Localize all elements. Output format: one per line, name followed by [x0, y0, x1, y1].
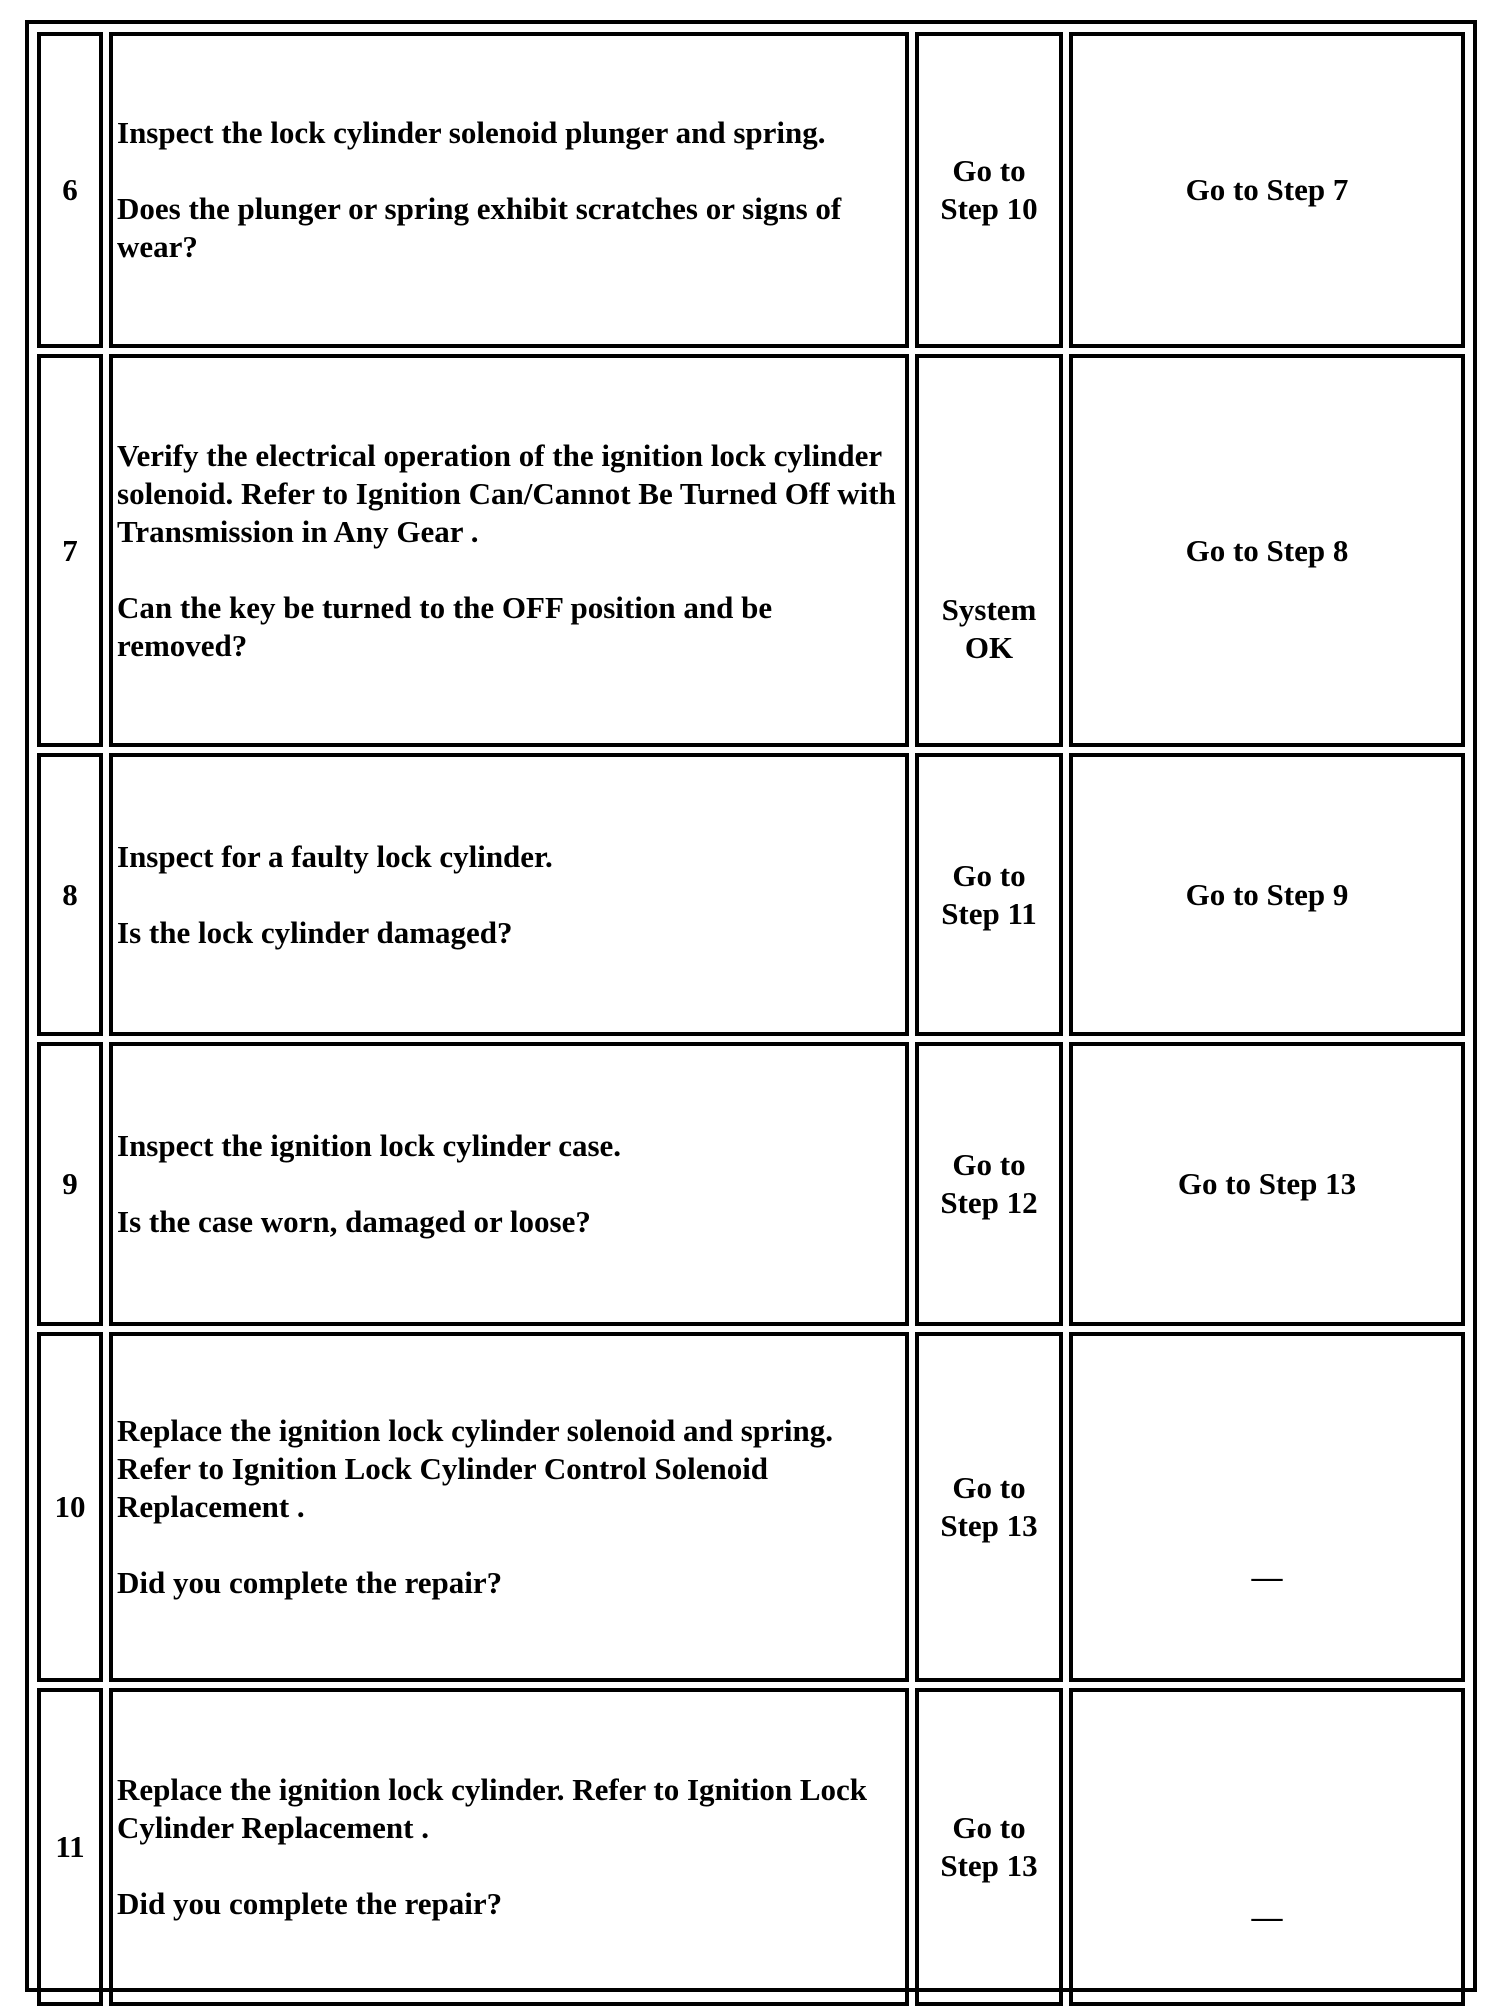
- no-result-cell: Go to Step 8: [1069, 354, 1465, 747]
- action-question: Is the lock cylinder damaged?: [117, 914, 513, 950]
- yes-result-line1: Go to: [952, 153, 1026, 188]
- action-cell: [109, 1688, 909, 2006]
- yes-result-line2: Step 13: [940, 1848, 1038, 1883]
- no-result-cell: [1069, 1688, 1465, 2006]
- diagnostic-table: [31, 26, 1471, 2012]
- yes-result-cell: [915, 1042, 1063, 1326]
- action-question: Does the plunger or spring exhibit scratches or signs of wear?: [117, 191, 842, 264]
- yes-result-cell: [915, 1688, 1063, 2006]
- yes-result-line1: Go to: [952, 1147, 1026, 1182]
- no-result-dash: —: [1251, 1559, 1283, 1594]
- no-result-dash: —: [1251, 1899, 1283, 1934]
- step-number: 7: [37, 354, 103, 747]
- action-question: Did you complete the repair?: [117, 1886, 503, 1921]
- action-cell: [109, 32, 909, 348]
- action-instruction: Replace the ignition lock cylinder solenoid and spring. Refer to Ignition Lock Cylinder Control Solenoid Replacement .: [117, 1413, 833, 1524]
- action-cell: [109, 1042, 909, 1326]
- action-cell: [109, 354, 909, 747]
- yes-result-line2: OK: [964, 630, 1014, 665]
- step-number: 9: [37, 1042, 103, 1326]
- action-question: Is the case worn, damaged or loose?: [117, 1204, 591, 1239]
- action-question: Did you complete the repair?: [117, 1565, 503, 1600]
- action-instruction: Verify the electrical operation of the ignition lock cylinder solenoid. Refer to Ignition Can/Cannot Be Turned Off with Transmission in Any Gear .: [117, 437, 896, 549]
- yes-result-line1: Go to: [952, 1470, 1026, 1505]
- step-number: 6: [37, 32, 103, 348]
- no-result-cell: Go to Step 7: [1069, 32, 1465, 348]
- action-cell: [109, 753, 909, 1036]
- action-question: Can the key be turned to the OFF position and be removed?: [117, 589, 773, 663]
- yes-result-line1: Go to: [952, 857, 1026, 893]
- action-instruction: Inspect for a faulty lock cylinder.: [117, 838, 553, 874]
- no-result-cell: [1069, 1332, 1465, 1682]
- yes-result-cell: [915, 1332, 1063, 1682]
- action-instruction: Inspect the ignition lock cylinder case.: [117, 1128, 622, 1163]
- no-result-cell: Go to Step 13: [1069, 1042, 1465, 1326]
- step-number: 11: [37, 1688, 103, 2006]
- table-row: [37, 354, 1465, 747]
- table-row: [37, 1332, 1465, 1682]
- yes-result-cell: [915, 354, 1063, 747]
- action-instruction: Inspect the lock cylinder solenoid plunger and spring.: [117, 115, 826, 150]
- table-row: [37, 32, 1465, 348]
- diagnostic-table-frame: [25, 20, 1477, 1992]
- yes-result-cell: [915, 32, 1063, 348]
- yes-result-line1: Go to: [952, 1810, 1026, 1845]
- yes-result-cell: [915, 753, 1063, 1036]
- yes-result-line2: Step 12: [940, 1185, 1038, 1220]
- step-number: 8: [37, 753, 103, 1036]
- yes-result-line1: System: [941, 592, 1037, 627]
- table-row: [37, 1688, 1465, 2006]
- action-instruction: Replace the ignition lock cylinder. Refer to Ignition Lock Cylinder Replacement .: [117, 1772, 868, 1845]
- yes-result-line2: Step 13: [940, 1508, 1038, 1543]
- step-number: 10: [37, 1332, 103, 1682]
- table-row: [37, 753, 1465, 1036]
- no-result-cell: Go to Step 9: [1069, 753, 1465, 1036]
- yes-result-line2: Step 10: [940, 191, 1038, 226]
- table-row: [37, 1042, 1465, 1326]
- action-cell: [109, 1332, 909, 1682]
- yes-result-line2: Step 11: [941, 895, 1037, 931]
